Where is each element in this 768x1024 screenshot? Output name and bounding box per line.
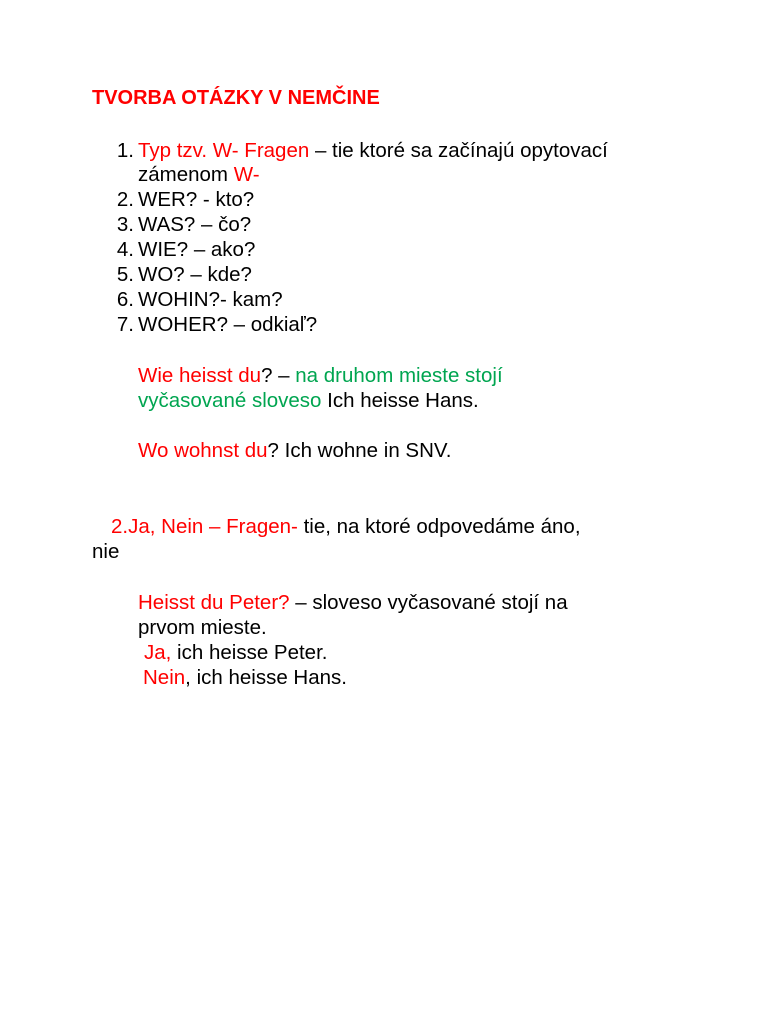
example-question-red: Heisst du Peter? — [138, 591, 290, 614]
list-item-1-cont-text: zámenom — [138, 163, 234, 186]
list-item: WO? – kde? — [138, 263, 252, 286]
example-heisst-du-peter — [138, 590, 568, 615]
list-number: 7. — [116, 313, 134, 336]
answer-ja-red: Ja, — [144, 641, 172, 664]
list-item-1-continuation — [138, 162, 260, 187]
example-answer: ? Ich wohne in SNV. — [267, 439, 452, 462]
example-wie-heisst-du — [138, 363, 503, 388]
example-wie-heisst-du-continuation — [138, 388, 479, 413]
page-title: TVORBA OTÁZKY V NEMČINE — [92, 87, 380, 109]
list-number: 6. — [116, 288, 134, 311]
list-number: 2. — [116, 188, 134, 211]
list-item: WAS? – čo? — [138, 213, 252, 236]
example-question-red: Wie heisst du — [138, 364, 262, 387]
answer-ja — [144, 640, 327, 665]
list-number: 3. — [116, 213, 134, 236]
list-item: WOHER? – odkiaľ? — [138, 313, 318, 336]
list-item-1-text: – tie ktoré sa začínajú opytovací — [309, 139, 608, 162]
answer-nein — [143, 665, 347, 690]
example-explanation-green: na druhom mieste stojí — [295, 364, 503, 387]
answer-ja-text: ich heisse Peter. — [171, 641, 328, 664]
example-heisst-du-peter-continuation: prvom mieste. — [138, 616, 267, 639]
ja-nein-fragen-label: 2.Ja, Nein – Fragen- — [111, 515, 298, 538]
example-punct: ? – — [261, 364, 296, 387]
section-ja-nein-fragen-continuation: nie — [92, 540, 120, 563]
answer-nein-red: Nein — [143, 666, 186, 689]
example-explanation-green-cont: vyčasované sloveso — [138, 389, 322, 412]
example-answer: Ich heisse Hans. — [321, 389, 479, 412]
list-item: WOHIN?- kam? — [138, 288, 283, 311]
list-item-1 — [138, 138, 608, 163]
section-ja-nein-fragen — [111, 514, 581, 539]
list-item: WIE? – ako? — [138, 238, 256, 261]
w-fragen-label: Typ tzv. W- Fragen — [138, 139, 310, 162]
answer-nein-text: , ich heisse Hans. — [185, 666, 347, 689]
example-wo-wohnst-du — [138, 438, 451, 463]
example-question-red: Wo wohnst du — [138, 439, 268, 462]
list-number: 1. — [116, 139, 134, 162]
list-item-1-cont-red: W- — [233, 163, 260, 186]
ja-nein-fragen-text: tie, na ktoré odpovedáme áno, — [297, 515, 581, 538]
list-item: WER? - kto? — [138, 188, 255, 211]
example-explanation: – sloveso vyčasované stojí na — [289, 591, 568, 614]
list-number: 4. — [116, 238, 134, 261]
list-number: 5. — [116, 263, 134, 286]
